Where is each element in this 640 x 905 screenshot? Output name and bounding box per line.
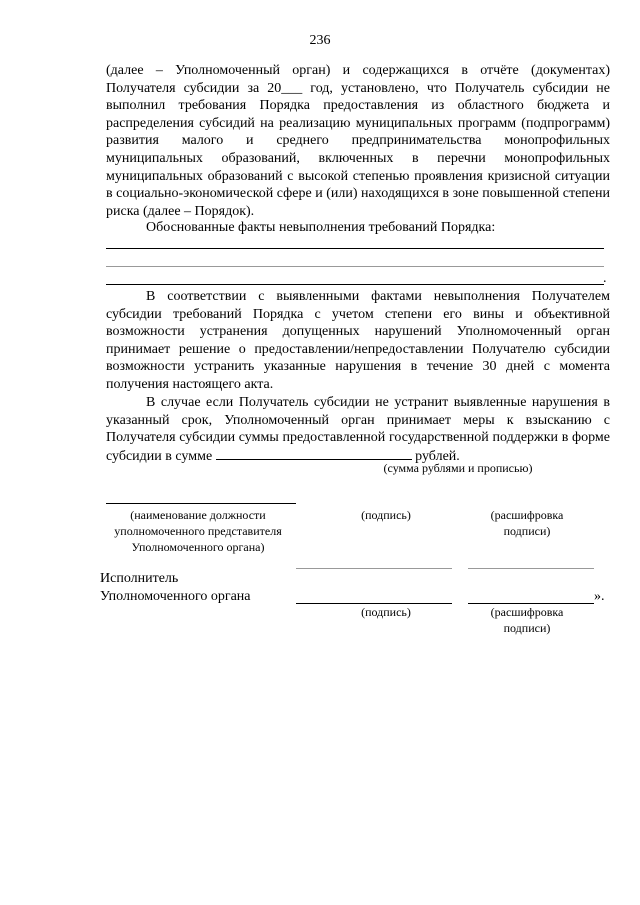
signature-caption-1: (подпись) bbox=[361, 508, 411, 522]
facts-line-2 bbox=[106, 266, 604, 267]
decoding-caption-1: (расшифровка подписи) bbox=[490, 508, 564, 538]
decoding-top-line bbox=[468, 568, 594, 569]
paragraph-intro: (далее – Уполномоченный орган) и содержащихся в отчёте (документах) Получателя субсидии за 20___ год, установлено, что Получатель субсидии не выполнил требования Порядка предоставления из областного бюджета и распределения субсидий на реализацию муниципальных программ (подпрограмм) развития малого и среднего предпринимательства монопрофильных муниципальных образований, включенных в перечни монопрофильных муниципальных образований с высокой степенью проявления кризисной ситуации в социально-экономической сфере и (или) находящихся в зоне повышенной степени риска (далее – Порядок). bbox=[106, 63, 610, 219]
closing-quote: ». bbox=[594, 589, 605, 604]
executor-label-line1: Исполнитель bbox=[100, 571, 179, 586]
paragraph-recovery bbox=[106, 394, 610, 465]
facts-line-end-dot: . bbox=[603, 271, 607, 286]
executor-label-line2: Уполномоченного органа bbox=[100, 589, 251, 604]
amount-caption: (сумма рублями и прописью) bbox=[383, 461, 533, 475]
page-number: 236 bbox=[309, 33, 331, 48]
facts-line-1 bbox=[106, 248, 604, 249]
recovery-text-end: рублей. bbox=[415, 448, 460, 464]
recovery-text: В случае если Получатель субсидии не устранит выявленные нарушения в указанный срок, Уполномоченный орган принимает меры к взысканию с Получателя субсидии суммы предоставленной государственной поддержки в форме субсидии в сумме bbox=[106, 395, 610, 464]
paragraph-facts-heading: Обоснованные факты невыполнения требований Порядка: bbox=[146, 220, 496, 235]
paragraph-decision: В соответствии с выявленными фактами невыполнения Получателем субсидии требований Порядка с учетом степени его вины и объективной возможности устранения допущенных нарушений Уполномоченный орган принимает решение о предоставлении/непредоставлении Получателю субсидии возможности устранить указанные нарушения в течение 30 дней с момента получения настоящего акта. bbox=[106, 289, 610, 392]
decoding-caption-2: (расшифровка подписи) bbox=[490, 605, 564, 635]
amount-blank-line bbox=[216, 447, 412, 460]
position-caption: (наименование должности уполномоченного представителя Уполномоченного органа) bbox=[114, 508, 282, 554]
position-line bbox=[106, 503, 296, 504]
signature-caption-2: (подпись) bbox=[361, 605, 411, 619]
facts-line-3 bbox=[106, 284, 604, 285]
signature-top-line bbox=[296, 568, 452, 569]
